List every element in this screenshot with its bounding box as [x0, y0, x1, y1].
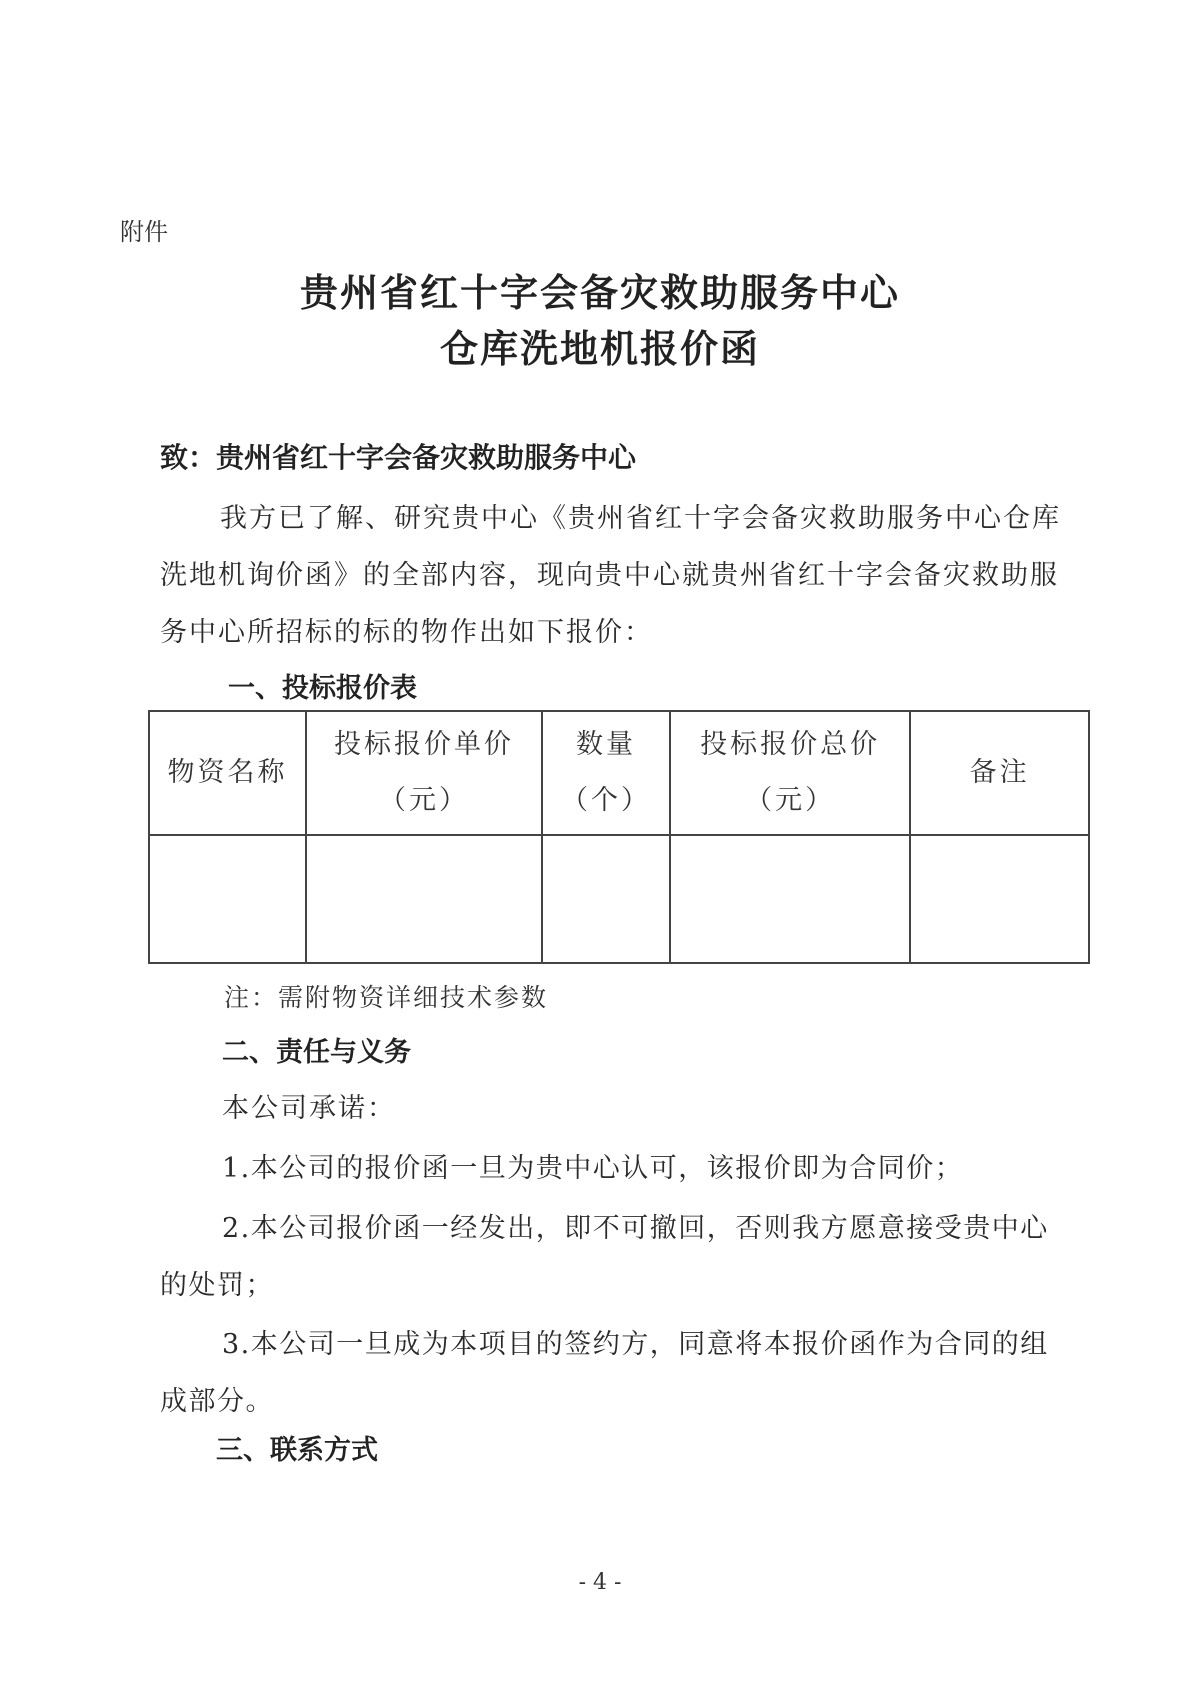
section-heading-quote-table: 一、投标报价表 [228, 673, 417, 704]
header-cell-quantity: 数量 （个） [542, 711, 670, 835]
table-row [149, 835, 1089, 963]
document-title-line2: 仓库洗地机报价函 [439, 327, 760, 371]
table-header-row [149, 711, 1089, 835]
table-cell[interactable] [149, 835, 306, 963]
header-cell-item-name: 物资名称 [149, 711, 306, 835]
table-cell[interactable] [542, 835, 670, 963]
table-cell[interactable] [306, 835, 542, 963]
annex-label: 附件 [120, 218, 168, 246]
intro-paragraph: 我方已了解、研究贵中心《贵州省红十字会备灾救助服务中心仓库洗地机询价函》的全部内容，现向贵中心就贵州省红十字会备灾救助服务中心所招标的标的物作出如下报价： [160, 503, 1061, 648]
page-number: - 4 - [578, 1570, 622, 1595]
list-item: 3.本公司一旦成为本项目的签约方，同意将本报价函作为合同的组成部分。 [160, 1329, 1049, 1417]
table-note: 注：需附物资详细技术参数 [224, 983, 549, 1012]
quote-table [148, 710, 1090, 964]
list-item: 1.本公司的报价函一旦为贵中心认可，该报价即为合同价； [222, 1153, 964, 1184]
table-cell[interactable] [670, 835, 910, 963]
promise-intro: 本公司承诺： [222, 1093, 396, 1124]
table-cell[interactable] [910, 835, 1089, 963]
list-item: 2.本公司报价函一经发出，即不可撤回，否则我方愿意接受贵中心的处罚； [160, 1213, 1049, 1301]
header-cell-remarks: 备注 [910, 711, 1089, 835]
document-title-line1: 贵州省红十字会备灾救助服务中心 [299, 271, 900, 315]
addressee: 致：贵州省红十字会备灾救助服务中心 [160, 441, 637, 474]
section-heading-responsibilities: 二、责任与义务 [222, 1037, 411, 1068]
header-cell-total-price: 投标报价总价 （元） [670, 711, 910, 835]
section-heading-contact: 三、联系方式 [216, 1435, 378, 1466]
header-cell-unit-price: 投标报价单价 （元） [306, 711, 542, 835]
